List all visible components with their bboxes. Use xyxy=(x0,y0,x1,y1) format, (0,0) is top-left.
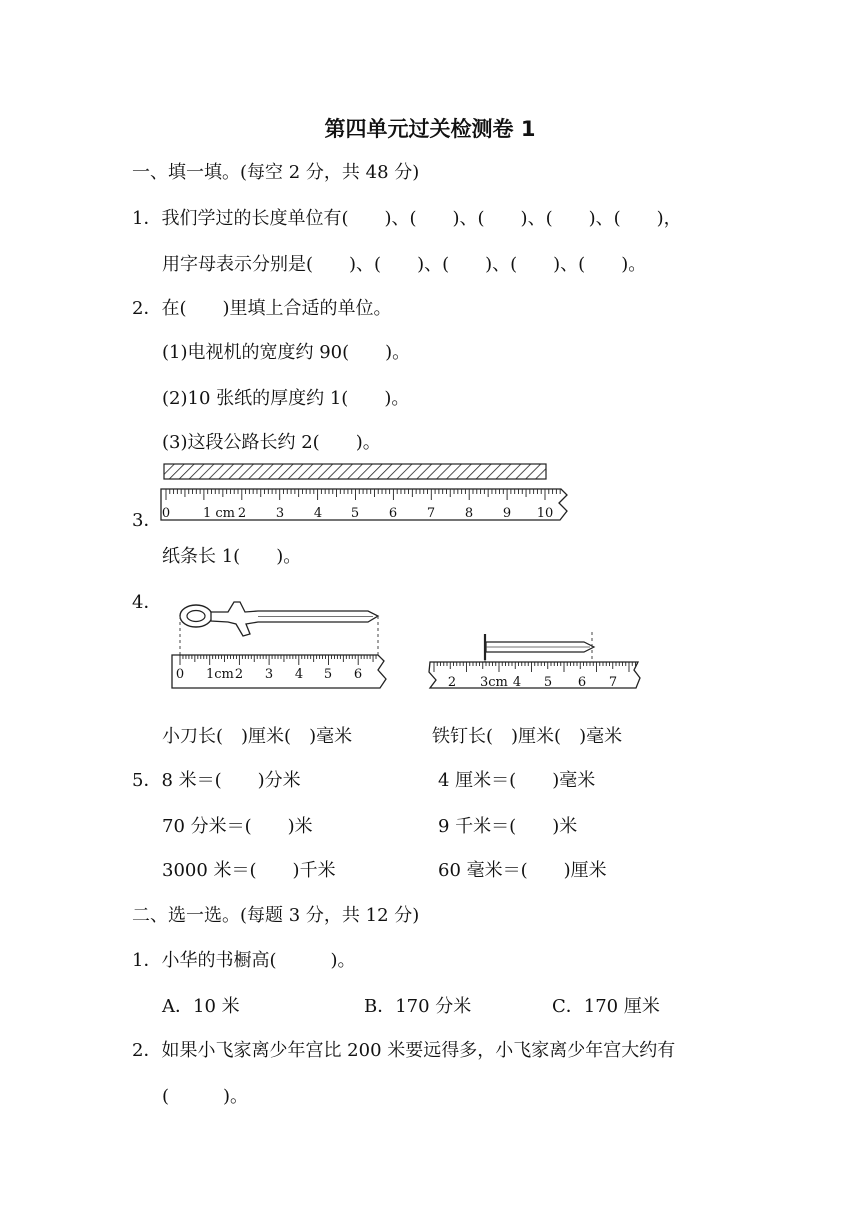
q2-item-b: (2)10 张纸的厚度约 1( )。 xyxy=(162,388,410,409)
ruler-label: 6 xyxy=(388,506,398,521)
ruler-label: 10 xyxy=(536,506,554,521)
q3-ruler-figure xyxy=(158,460,574,530)
ruler-label: 4 xyxy=(512,675,522,690)
ruler-label: 7 xyxy=(608,675,618,690)
ruler-label: 8 xyxy=(464,506,474,521)
q5-row1-right: 4 厘米＝( )毫米 xyxy=(438,770,596,791)
ruler-label: 4 xyxy=(294,667,304,682)
q2-item-a: (1)电视机的宽度约 90( )。 xyxy=(162,342,411,363)
ruler-label: 5 xyxy=(543,675,553,690)
ruler-label: 2 xyxy=(447,675,457,690)
s2-q2-line1: 2．如果小飞家离少年宫比 200 米要远得多，小飞家离少年宫大约有 xyxy=(132,1040,676,1061)
ruler-label: 6 xyxy=(577,675,587,690)
q5-row3-right: 60 毫米＝( )厘米 xyxy=(438,860,607,881)
knife-blade xyxy=(211,602,378,636)
q2-stem: 2．在( )里填上合适的单位。 xyxy=(132,298,392,319)
ruler-label: 4 xyxy=(313,506,323,521)
section1-heading: 一、填一填。(每空 2 分，共 48 分) xyxy=(132,162,420,183)
q5-row2-right: 9 千米＝( )米 xyxy=(438,816,578,837)
ruler-label: 5 xyxy=(350,506,360,521)
q1-line1: 1．我们学过的长度单位有( )、( )、( )、( )、( )， xyxy=(132,208,682,229)
s2-q1-option-c: C．170 厘米 xyxy=(552,996,660,1017)
ruler-label: 5 xyxy=(323,667,333,682)
ruler-label: 9 xyxy=(502,506,512,521)
ruler-label: 6 xyxy=(353,667,363,682)
q5-row1-left: 5．8 米＝( )分米 xyxy=(132,770,301,791)
ruler-label: 7 xyxy=(426,506,436,521)
q3-number: 3． xyxy=(132,510,162,531)
q2-item-c: (3)这段公路长约 2( )。 xyxy=(162,432,381,453)
ruler-label: 1cm xyxy=(206,667,234,682)
s2-q1-option-a: A．10 米 xyxy=(162,996,240,1017)
q4-number: 4． xyxy=(132,592,162,613)
q3-caption: 纸条长 1( )。 xyxy=(162,546,302,567)
ruler-label: 2 xyxy=(234,667,244,682)
section2-heading: 二、选一选。(每题 3 分，共 12 分) xyxy=(132,905,420,926)
ruler-label: 3cm xyxy=(480,675,508,690)
ruler-label: 0 xyxy=(161,506,171,521)
ruler-label: 1 cm xyxy=(203,506,236,521)
page-title: 第四单元过关检测卷 1 xyxy=(324,117,536,141)
ruler-label: 3 xyxy=(264,667,274,682)
q4-nail-figure xyxy=(424,626,644,694)
ruler-label: 3 xyxy=(275,506,285,521)
s2-q2-line2: ( )。 xyxy=(162,1086,249,1107)
q4-knife-caption: 小刀长( )厘米( )毫米 xyxy=(162,726,353,747)
q5-row2-left: 70 分米＝( )米 xyxy=(162,816,313,837)
ruler-label: 0 xyxy=(175,667,185,682)
s2-q1-option-b: B．170 分米 xyxy=(364,996,472,1017)
q1-line2: 用字母表示分别是( )、( )、( )、( )、( )。 xyxy=(162,254,647,275)
paper-strip xyxy=(164,464,546,479)
ruler-label: 2 xyxy=(237,506,247,521)
s2-q1-stem: 1．小华的书橱高( )。 xyxy=(132,950,356,971)
q5-row3-left: 3000 米＝( )千米 xyxy=(162,860,336,881)
q4-nail-caption: 铁钉长( )厘米( )毫米 xyxy=(432,726,623,747)
q4-knife-figure xyxy=(168,598,393,694)
